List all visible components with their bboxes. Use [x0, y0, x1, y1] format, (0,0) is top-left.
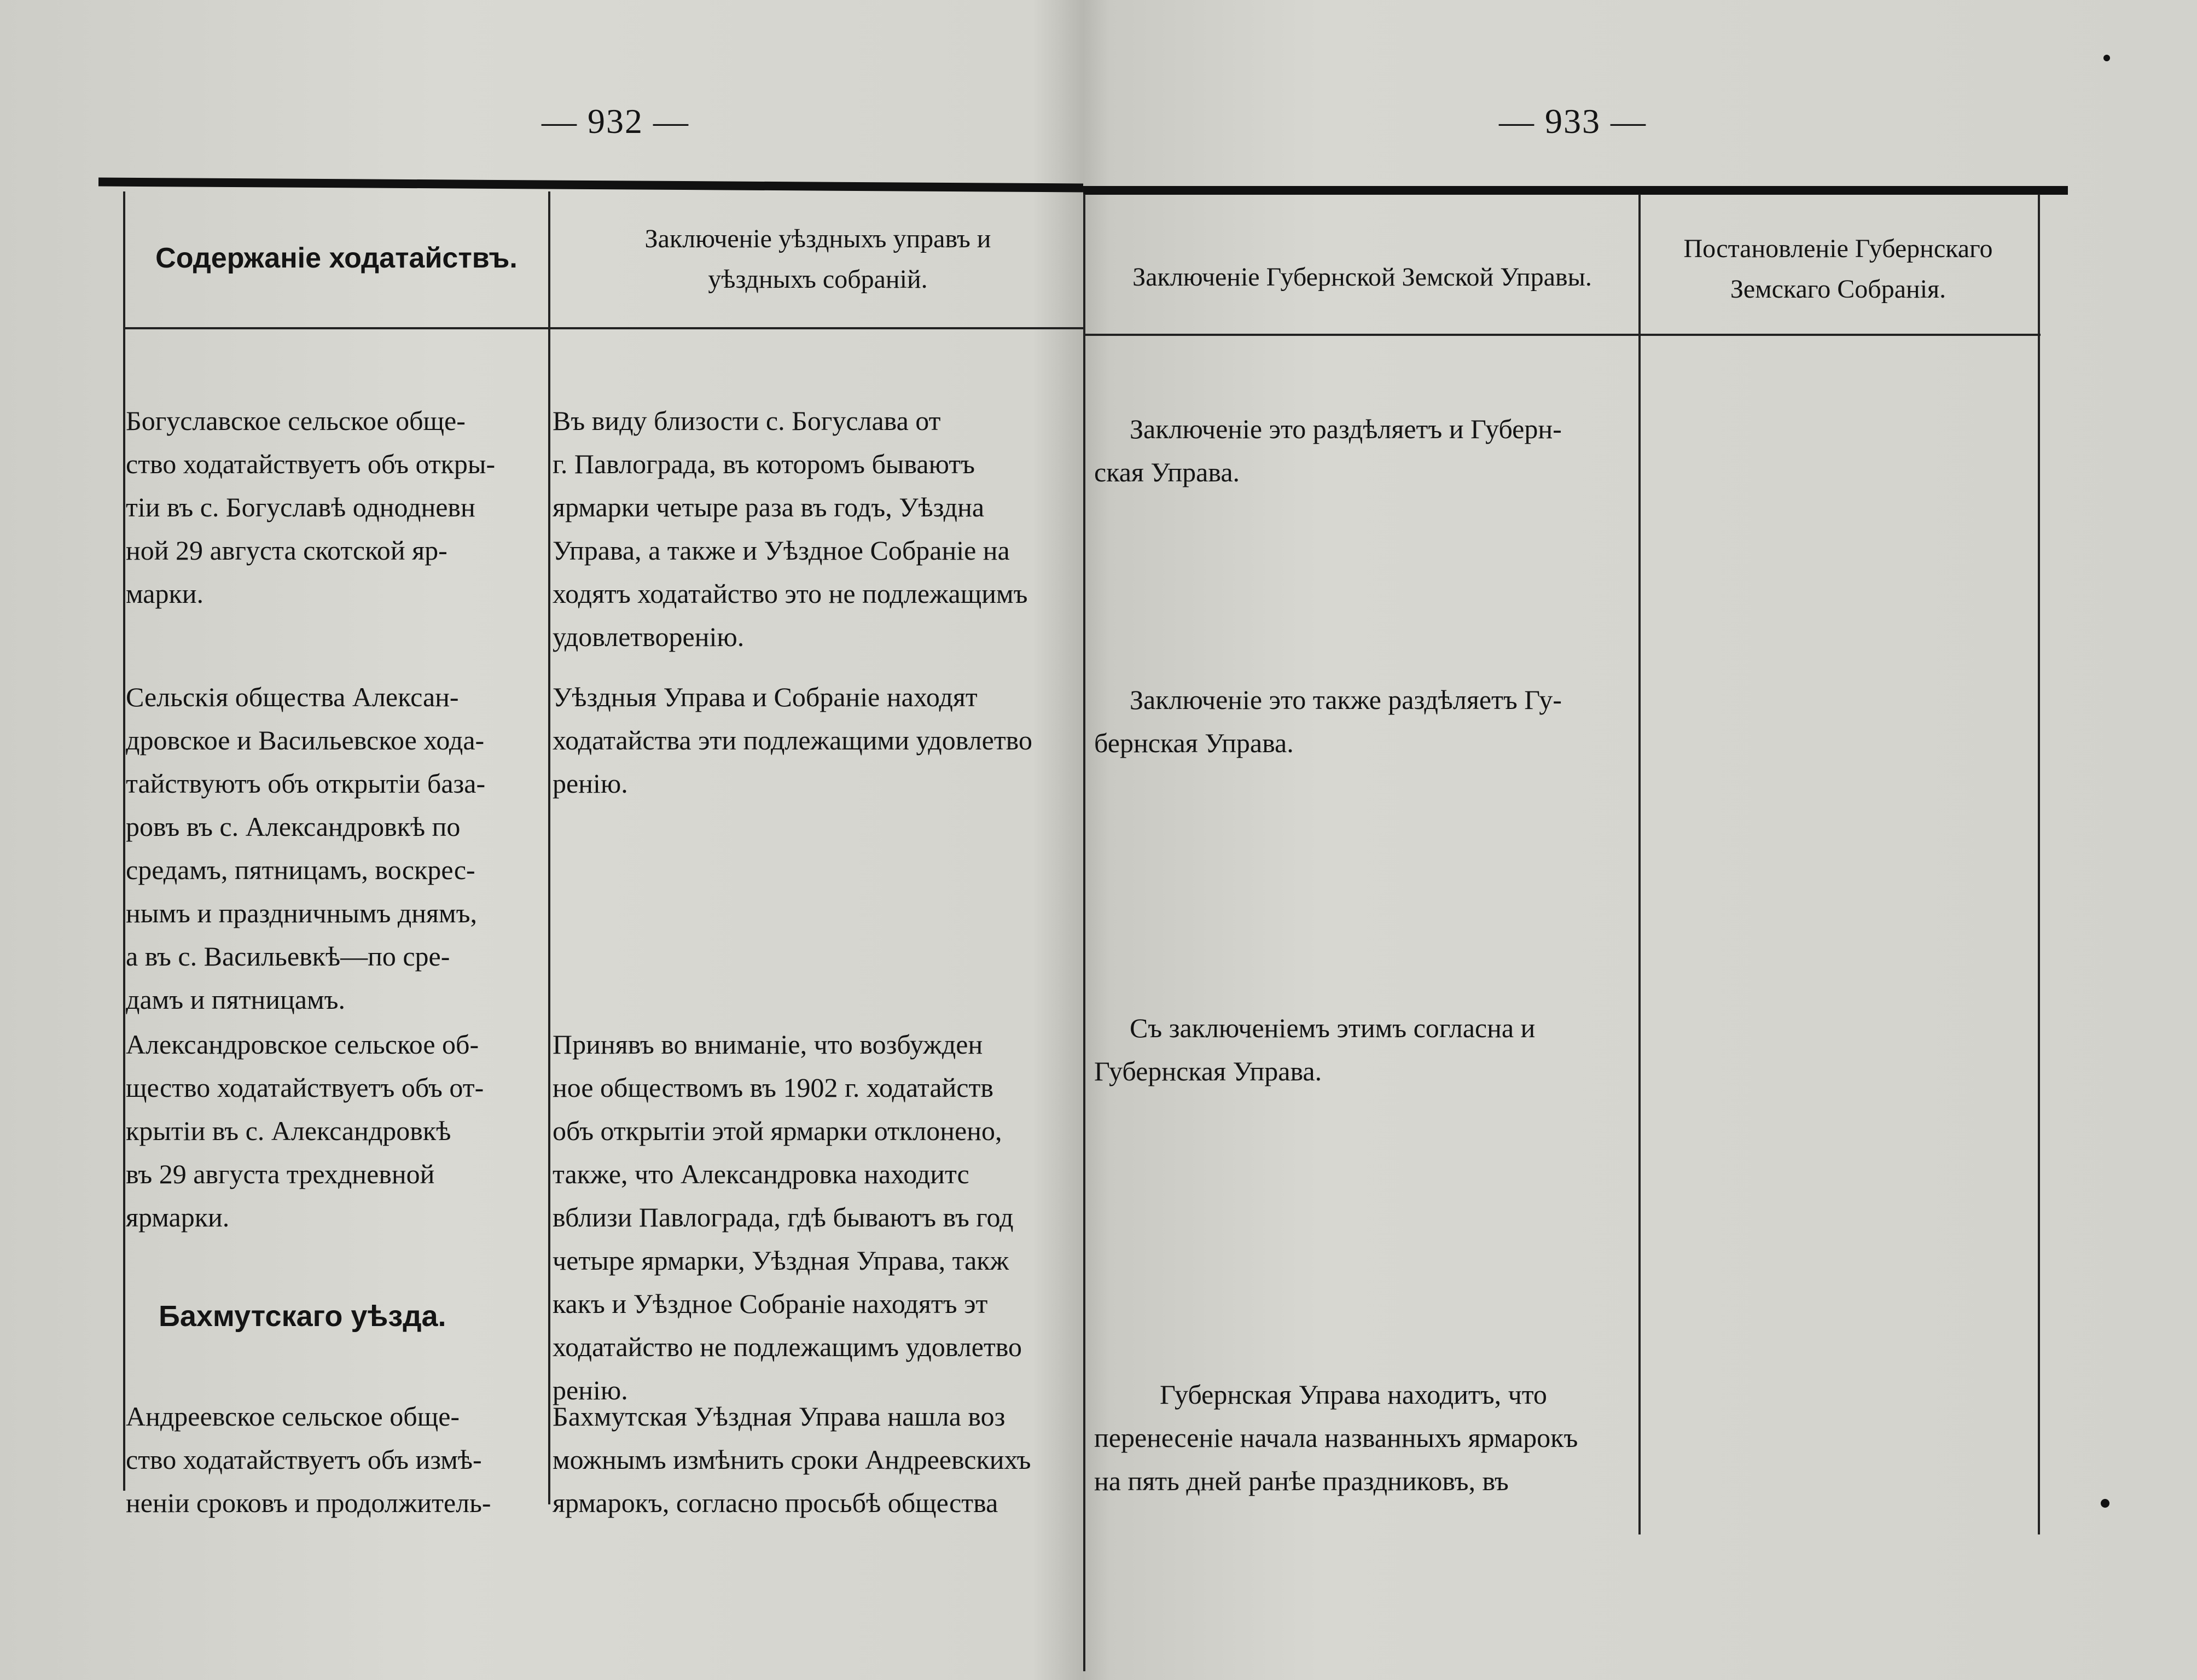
header-divider-right — [1083, 334, 2041, 336]
top-rule-left — [98, 178, 1083, 193]
content-row-2: Сельскія общества Алексан- дровское и Васильевское хода- тайствуютъ объ открытіи база- ровъ въ с. Александровкѣ по средамъ, пятницамъ, воскрес- нымъ и праздничнымъ днямъ, а въ с. Васильевкѣ—по сре- дамъ и пятницамъ. — [126, 682, 486, 1015]
header-divider-left — [123, 327, 1083, 329]
column-line-right-outer — [2038, 194, 2040, 1534]
column-line-right-inner — [1083, 194, 1085, 1671]
bleed-through-shadow-2 — [1094, 925, 1636, 1362]
bleed-through-shadow — [1647, 399, 2030, 892]
gub-uprava-row-4: Губернская Управа находитъ, что перенесеніе начала названныхъ ярмарокъ на пять дней ранѣе праздниковъ, въ — [1094, 1379, 1578, 1496]
right-page — [1083, 0, 2197, 1680]
section-title-bakhmut: Бахмутскаго уѣзда. — [159, 1300, 446, 1333]
gub-uprava-row-2: Заключеніе это также раздѣляетъ Гу- бернская Управа. — [1094, 684, 1562, 758]
content-row-1: Богуславское сельское обще- ство ходатайствуетъ объ откры- тіи въ с. Богуславѣ однодневн ной 29 августа скотской яр- марки. — [126, 405, 496, 609]
page-number-right: — 933 — — [1499, 102, 1647, 141]
content-row-4: Андреевское сельское обще- ство ходатайствуетъ объ измѣ- неніи сроковъ и продолжитель- — [126, 1401, 491, 1518]
header-gub-uprava: Заключеніе Губернской Земской Управы. — [1132, 263, 1592, 292]
uezd-row-2: Уѣздныя Управа и Собраніе находят ходатайства эти подлежащими удовлетво ренію. — [553, 682, 1032, 799]
top-rule-right — [1083, 186, 2068, 195]
left-page — [0, 0, 1083, 1680]
header-gub-sobranie: Постановленіе Губернскаго Земскаго Собранія. — [1683, 234, 1993, 304]
uezd-row-1: Въ виду близости с. Богуслава от г. Павлограда, въ которомъ бываютъ ярмарки четыре раза въ годъ, Уѣздна Управа, а также и Уѣздное Собраніе на ходятъ ходатайство это не подлежащимъ удовлетворенію. — [553, 405, 1028, 652]
header-uezd: Заключеніе уѣздныхъ управъ и уѣздныхъ собраній. — [644, 224, 991, 294]
gub-uprava-row-1: Заключеніе это раздѣляетъ и Губерн- ская Управа. — [1094, 414, 1562, 487]
uezd-row-3: Принявъ во вниманіе, что возбужден ное обществомъ въ 1902 г. ходатайств объ открытіи этой ярмарки отклонено, также, что Александровка находитс вблизи Павлограда, гдѣ бываютъ въ год четыре ярмарки, Уѣздная Управа, такж какъ и Уѣздное Собраніе находятъ эт ходатайство не подлежащимъ удовлетво ренію. — [553, 1029, 1022, 1405]
column-line-left-middle — [548, 191, 550, 1504]
ink-spot — [2101, 1499, 2109, 1508]
content-row-3: Александровское сельское об- щество ходатайствуетъ объ от- крытіи въ с. Александровкѣ въ 29 августа трехдневной ярмарки. — [126, 1029, 484, 1233]
uezd-row-4: Бахмутская Уѣздная Управа нашла воз можнымъ измѣнить сроки Андреевскихъ ярмарокъ, согласно просьбѣ общества — [553, 1401, 1031, 1518]
page-number-left: — 932 — — [542, 102, 689, 141]
gub-uprava-row-3: Съ заключеніемъ этимъ согласна и Губернская Управа. — [1094, 1013, 1536, 1086]
header-content: Содержаніе ходатайствъ. — [155, 242, 518, 274]
column-line-left-outer — [123, 191, 125, 1491]
column-line-right-middle — [1638, 194, 1641, 1534]
ink-spot-top — [2103, 55, 2110, 61]
